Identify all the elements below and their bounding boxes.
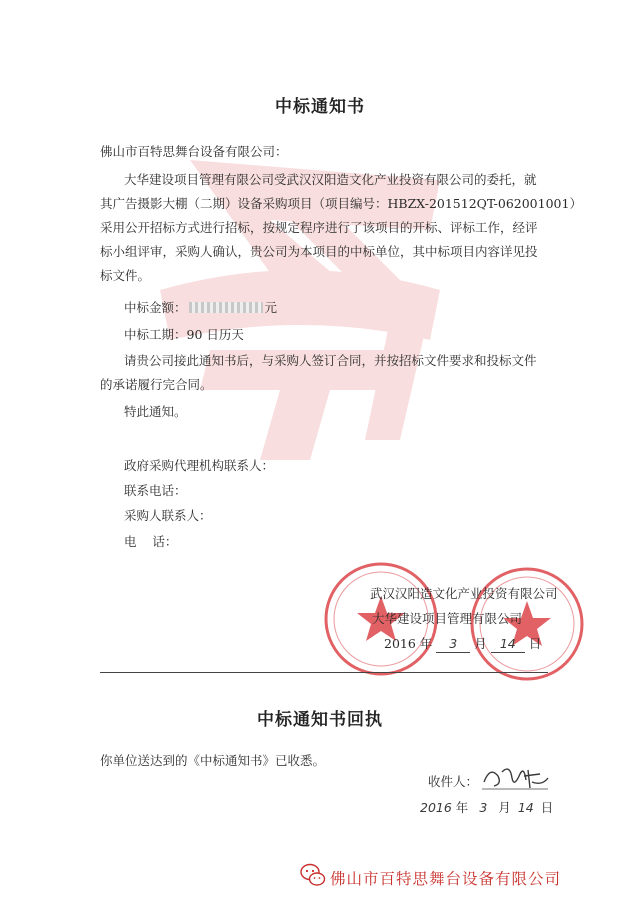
receiver-signature <box>480 762 550 792</box>
receiver-label: 收件人： <box>428 774 479 789</box>
issuer-name-2: 大华建设项目管理有限公司 <box>372 611 523 626</box>
issue-date-day: 14 <box>491 636 525 653</box>
issue-date-day-label: 日 <box>528 636 542 651</box>
request-line: 请贵公司接此通知书后，与采购人签订合同，并按招标文件要求和投标文件 <box>124 353 537 368</box>
receipt-date-year: 2016 <box>420 800 452 815</box>
issuer-name-1: 武汉汉阳造文化产业投资有限公司 <box>370 586 558 601</box>
closing-line: 特此通知。 <box>124 404 187 419</box>
footer-account-name: 佛山市百特思舞台设备有限公司 <box>330 870 562 888</box>
body-line: 采用公开招标方式进行招标，按规定程序进行了该项目的开标、评标工作，经评 <box>100 220 538 235</box>
agency-contact-label: 政府采购代理机构联系人： <box>124 458 275 473</box>
request-line: 的承诺履行完合同。 <box>100 377 213 392</box>
bid-period-value: 90 日历天 <box>186 327 244 342</box>
bid-amount-line <box>124 300 277 316</box>
page-title: 中标通知书 <box>275 97 365 117</box>
purchaser-contact-label: 采购人联系人： <box>124 508 212 523</box>
body-line: 标小组评审，采购人确认，贵公司为本项目的中标单位，其中标项目内容详见投 <box>100 244 538 259</box>
phone-label-2: 电 话： <box>124 534 178 549</box>
issue-date <box>384 636 541 653</box>
receipt-date-month-label: 月 <box>498 800 511 815</box>
receipt-date <box>420 800 553 816</box>
receipt-date-month: 3 <box>479 800 488 815</box>
bid-period-line <box>124 327 244 343</box>
bid-period-label: 中标工期： <box>124 327 187 342</box>
body-line: 大华建设项目管理有限公司受武汉汉阳造文化产业投资有限公司的委托，就 <box>124 172 537 187</box>
recipient-line: 佛山市百特思舞台设备有限公司： <box>100 144 288 159</box>
bid-amount-label: 中标金额： <box>124 300 187 315</box>
receipt-date-day: 14 <box>517 800 534 815</box>
body-line: 其广告摄影大棚（二期）设备采购项目（项目编号：HBZX-201512QT-062001001） <box>100 196 582 211</box>
body-line: 标文件。 <box>100 268 151 283</box>
receipt-statement: 你单位送达到的《中标通知书》已收悉。 <box>100 753 326 768</box>
issue-date-month-label: 月 <box>474 636 487 651</box>
receipt-title: 中标通知书回执 <box>257 710 383 730</box>
issue-date-year: 2016 年 <box>384 636 433 651</box>
wechat-icon <box>300 862 326 888</box>
redacted-amount <box>189 302 263 313</box>
receipt-date-year-label: 年 <box>455 800 469 815</box>
phone-label-1: 联系电话： <box>124 483 187 498</box>
section-divider <box>100 672 548 673</box>
bid-amount-unit: 元 <box>264 300 278 315</box>
receipt-date-day-label: 日 <box>540 800 554 815</box>
issue-date-month: 3 <box>436 636 470 653</box>
